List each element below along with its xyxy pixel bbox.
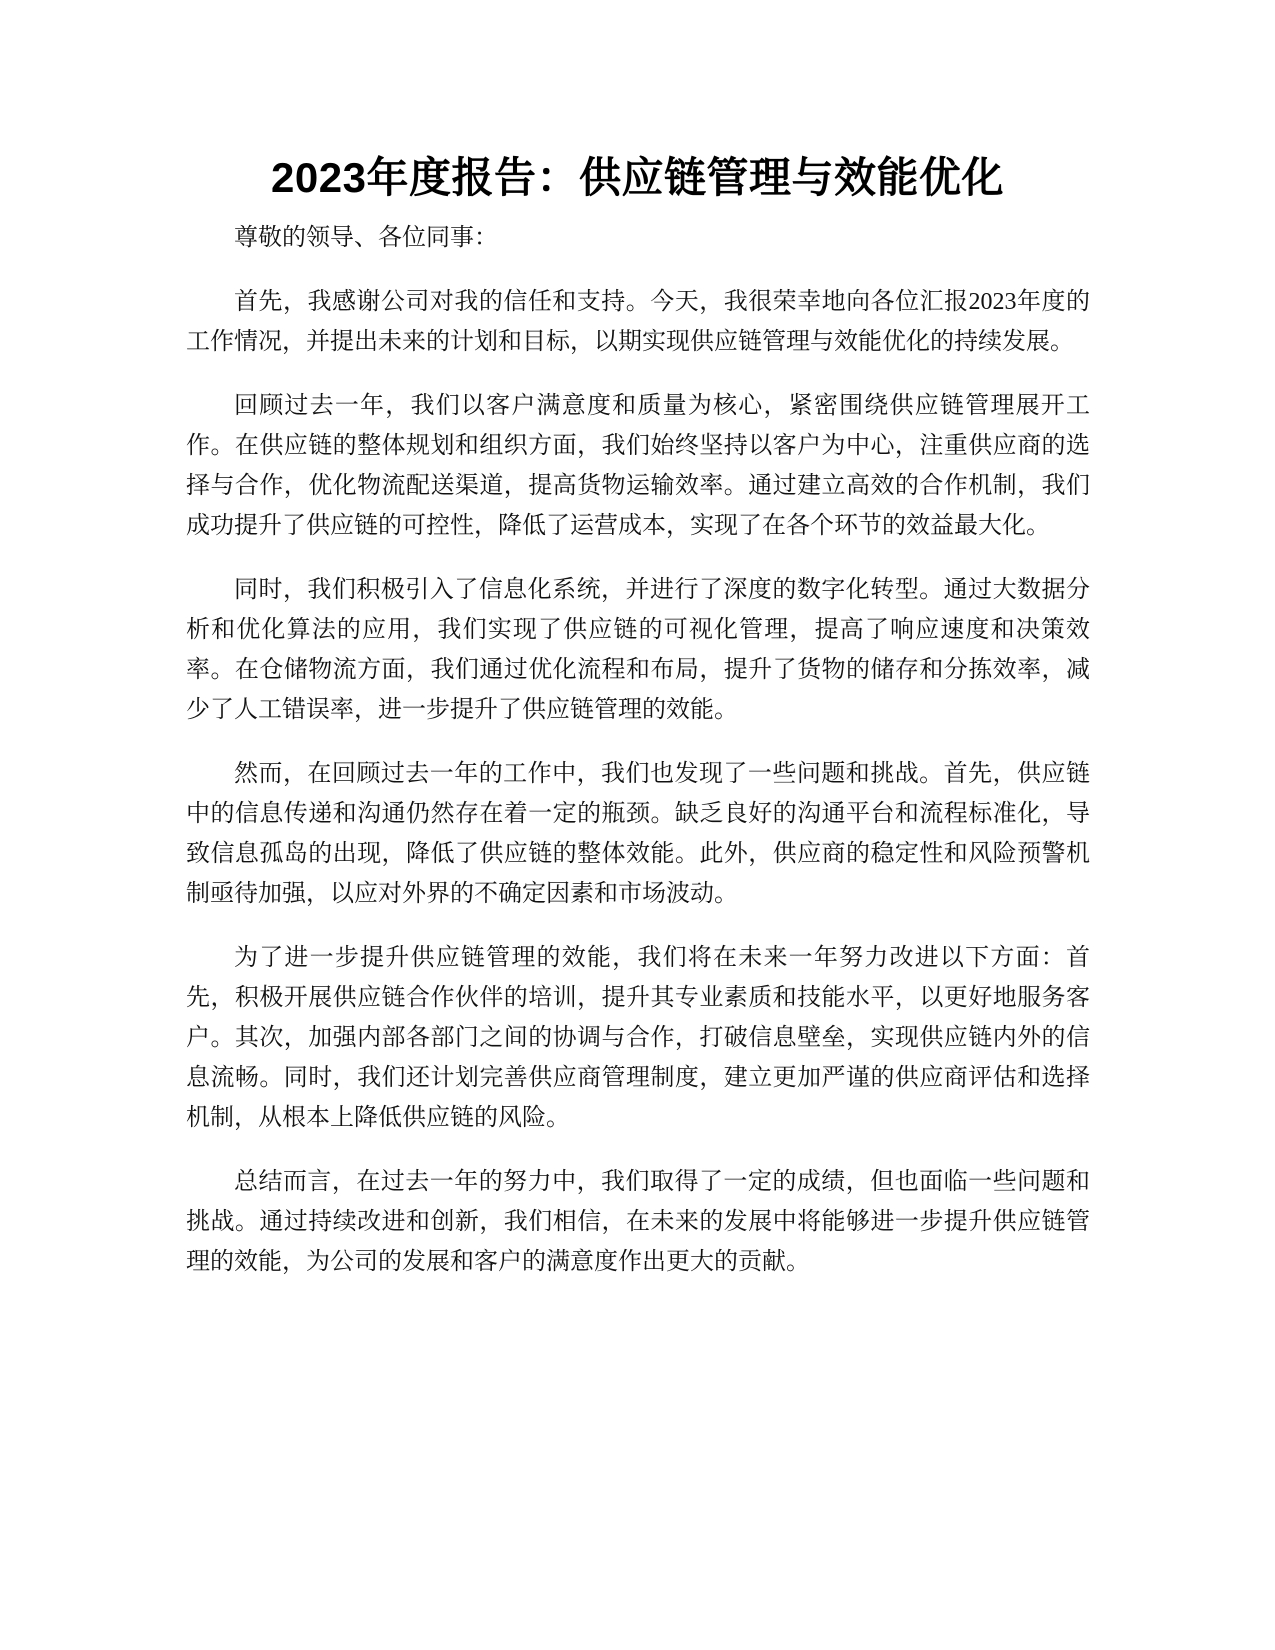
paragraph-salutation: 尊敬的领导、各位同事： xyxy=(234,225,498,251)
paragraph-challenges: 然而，在回顾过去一年的工作中，我们也发现了一些问题和挑战。首先，供应链中的信息传递和沟通仍然存在着一定的瓶颈。缺乏良好的沟通平台和流程标准化，导致信息孤岛的出现，降低了供应链的整体效能。此外，供应商的稳定性和风险预警机制亟待加强，以应对外界的不确定因素和市场波动。 xyxy=(186,761,1090,907)
paragraph-review: 回顾过去一年，我们以客户满意度和质量为核心，紧密围绕供应链管理展开工作。在供应链的整体规划和组织方面，我们始终坚持以客户为中心，注重供应商的选择与合作，优化物流配送渠道，提高货物运输效率。通过建立高效的合作机制，我们成功提升了供应链的可控性，降低了运营成本，实现了在各个环节的效益最大化。 xyxy=(186,393,1090,539)
document-body xyxy=(186,218,1090,1306)
paragraph-improvement-plan: 为了进一步提升供应链管理的效能，我们将在未来一年努力改进以下方面：首先，积极开展供应链合作伙伴的培训，提升其专业素质和技能水平，以更好地服务客户。其次，加强内部各部门之间的协调与合作，打破信息壁垒，实现供应链内外的信息流畅。同时，我们还计划完善供应商管理制度，建立更加严谨的供应商评估和选择机制，从根本上降低供应链的风险。 xyxy=(186,945,1090,1131)
document-title: 2023年度报告：供应链管理与效能优化 xyxy=(271,154,1004,201)
paragraph-intro: 首先，我感谢公司对我的信任和支持。今天，我很荣幸地向各位汇报2023年度的工作情况，并提出未来的计划和目标，以期实现供应链管理与效能优化的持续发展。 xyxy=(186,289,1090,355)
paragraph-digitalization: 同时，我们积极引入了信息化系统，并进行了深度的数字化转型。通过大数据分析和优化算法的应用，我们实现了供应链的可视化管理，提高了响应速度和决策效率。在仓储物流方面，我们通过优化流程和布局，提升了货物的储存和分拣效率，减少了人工错误率，进一步提升了供应链管理的效能。 xyxy=(186,577,1090,723)
paragraph-conclusion: 总结而言，在过去一年的努力中，我们取得了一定的成绩，但也面临一些问题和挑战。通过持续改进和创新，我们相信，在未来的发展中将能够进一步提升供应链管理的效能，为公司的发展和客户的满意度作出更大的贡献。 xyxy=(186,1169,1090,1275)
